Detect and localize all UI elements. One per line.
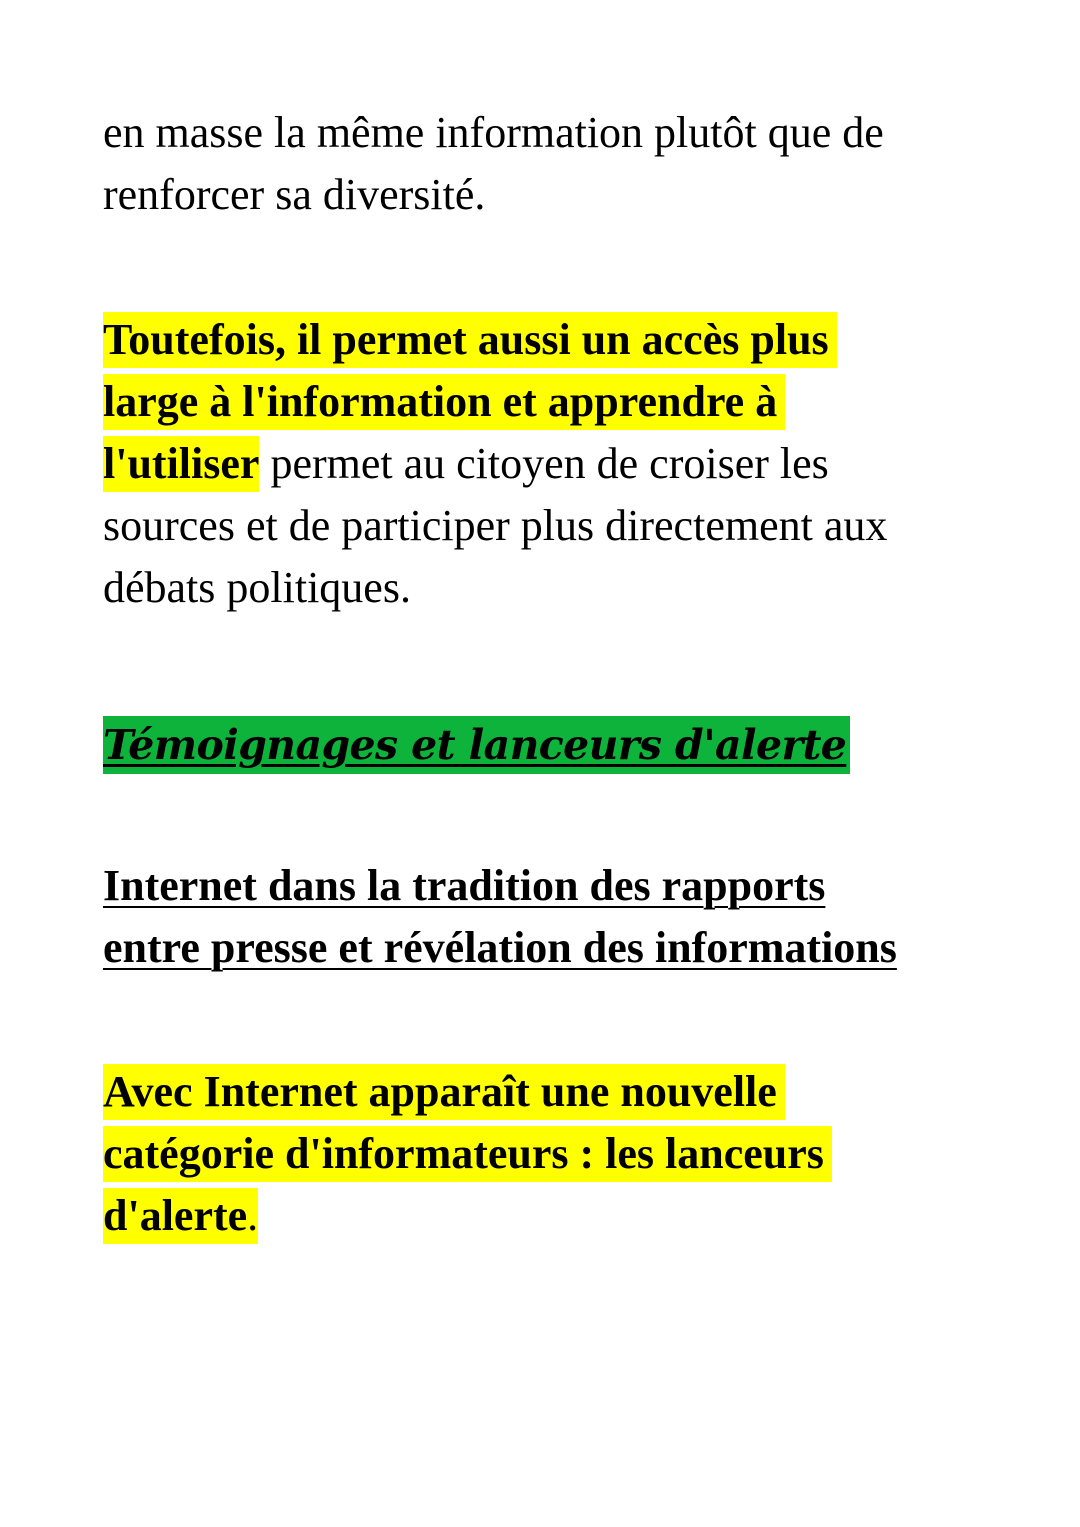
subheading: [103, 855, 897, 979]
highlighted-text: Toutefois, il permet aussi un accès plus: [103, 312, 837, 368]
highlighted-text: large à l'information et apprendre à: [103, 374, 785, 430]
text-line: sources et de participer plus directement aux: [103, 501, 888, 550]
paragraph-diversity: [103, 102, 884, 226]
text-line: débats politiques.: [103, 563, 411, 612]
text-line: renforcer sa diversité.: [103, 170, 486, 219]
paragraph-access: [103, 309, 887, 619]
highlighted-text: Avec Internet apparaît une nouvelle: [103, 1064, 785, 1120]
trailing-period: .: [247, 1188, 258, 1244]
paragraph-whistleblowers: [103, 1061, 832, 1247]
text-line: permet au citoyen de croiser les: [259, 439, 829, 488]
highlighted-text: d'alerte: [103, 1188, 247, 1244]
highlighted-text: catégorie d'informateurs : les lanceurs: [103, 1126, 832, 1182]
section-heading: Témoignages et lanceurs d'alerte: [103, 716, 850, 774]
subheading-line: entre presse et révélation des informations: [103, 923, 897, 972]
text-line: en masse la même information plutôt que de: [103, 108, 884, 157]
highlighted-text: l'utiliser: [103, 436, 259, 492]
subheading-line: Internet dans la tradition des rapports: [103, 861, 826, 910]
